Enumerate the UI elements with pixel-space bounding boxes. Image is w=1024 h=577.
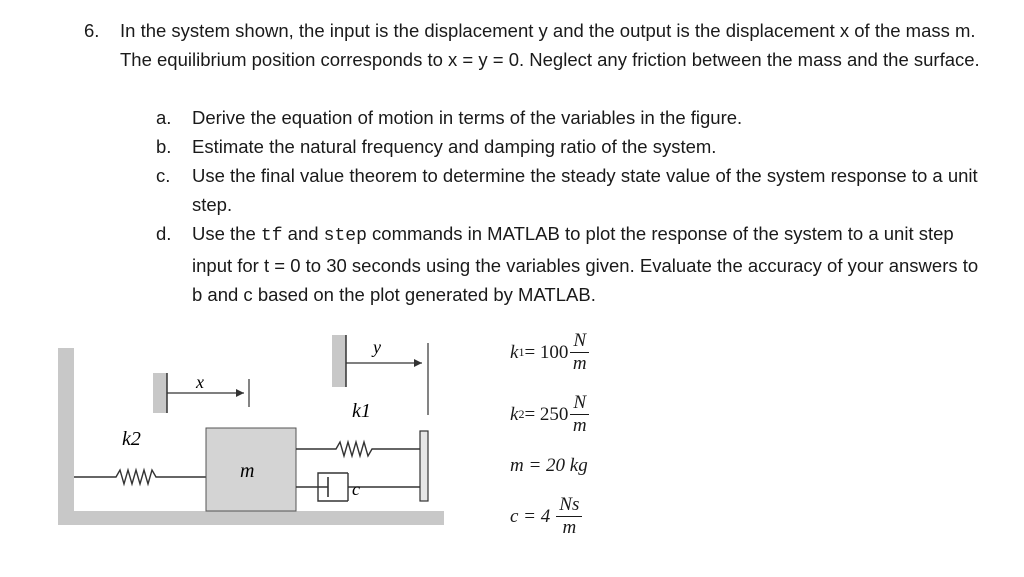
part-c: [156, 161, 986, 219]
c-label: c: [352, 479, 360, 499]
part-text: Derive the equation of motion in terms of the variables in the figure.: [192, 107, 743, 128]
part-a: [156, 103, 986, 132]
input-plate: [420, 431, 428, 501]
part-letter: a.: [156, 107, 172, 128]
k1-label: k1: [352, 400, 371, 422]
parts-list: [156, 103, 986, 309]
param-m: m = 20 kg: [510, 455, 588, 476]
part-text: Estimate the natural frequency and damping ratio of the system.: [192, 136, 717, 157]
x-reference-post: [153, 373, 167, 413]
unit-fraction: $\frac{N}{m}$: [570, 330, 589, 375]
part-b: [156, 132, 986, 161]
part-text-pre: Use the: [192, 223, 261, 244]
mass-label: m: [240, 460, 255, 482]
unit-fraction: $\frac{N}{m}$: [570, 392, 589, 437]
y-reference-post: [332, 335, 346, 387]
spring-k2: [74, 470, 206, 484]
question-number: 6.: [84, 20, 100, 41]
part-text-post: commands in MATLAB to plot the response of the system to a unit step input for t = 0 to 30 seconds using the variables given. Evaluate the accuracy of your answers to b and c based on the plot generated by MATLAB.: [192, 223, 979, 305]
mass-spring-damper-figure: [56, 333, 446, 533]
param-k1: k 1 = 100 $\frac{N}{m}$: [510, 330, 589, 375]
unit-fraction: $\frac{Ns}{m}$: [556, 494, 582, 539]
part-letter: c.: [156, 165, 171, 186]
parameters-list: [510, 330, 670, 560]
problem-stem: In the system shown, the input is the displacement y and the output is the displacement x of the mass m. The equilibrium position corresponds to x = y = 0. Neglect any friction between the mass and the surface.: [120, 20, 980, 70]
spring-k1: [296, 442, 420, 456]
part-letter: b.: [156, 136, 172, 157]
x-label: x: [196, 372, 204, 392]
k2-label: k2: [122, 428, 141, 450]
param-c: c = 4 $\frac{Ns}{m}$: [510, 494, 582, 539]
part-d: [156, 219, 986, 309]
part-text-mid: and: [282, 223, 324, 244]
code-step: step: [323, 226, 367, 246]
y-label: y: [373, 337, 381, 357]
param-k2: k 2 = 250 $\frac{N}{m}$: [510, 392, 589, 437]
code-tf: tf: [260, 226, 283, 246]
part-letter: d.: [156, 223, 172, 244]
part-text: Use the final value theorem to determine the steady state value of the system response to a unit step.: [192, 165, 978, 215]
